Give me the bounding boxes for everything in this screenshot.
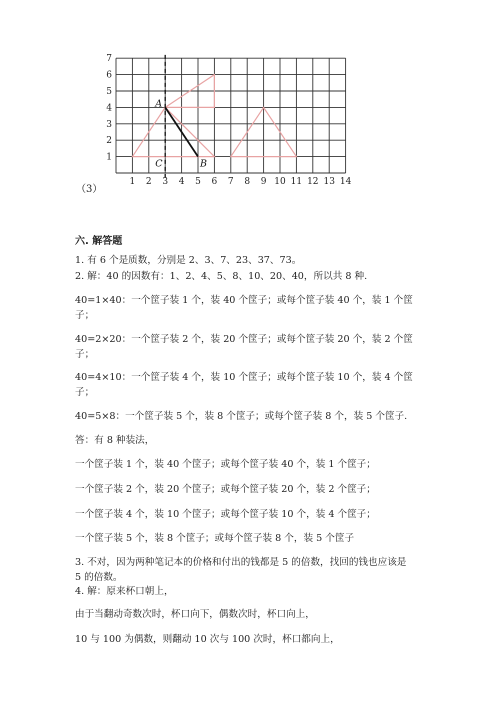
answer-line: 一个筐子装 1 个，装 40 个筐子；或每个筐子装 40 个，装 1 个筐子； xyxy=(75,459,376,470)
x-tick-label: 2 xyxy=(145,177,152,187)
x-tick-label: 9 xyxy=(260,177,267,187)
answer-line: 一个筐子装 4 个，装 10 个筐子；或每个筐子装 10 个，装 4 个筐子； xyxy=(75,509,376,520)
x-tick-label: 5 xyxy=(195,177,201,187)
x-tick-label: 8 xyxy=(244,177,251,187)
answer-line: 答：有 8 种装法， xyxy=(75,435,155,446)
y-tick-label: 4 xyxy=(106,103,112,114)
point-label-b: B xyxy=(200,158,207,170)
y-tick-label: 6 xyxy=(106,70,112,81)
point-label-a: A xyxy=(155,98,163,110)
answer-line: 由于当翻动奇数次时，杯口向下，偶数次时，杯口向上， xyxy=(75,609,315,620)
answer-line: 2. 解：40 的因数有：1、2、4、5、8、10、20、40，所以共 8 种. xyxy=(75,271,368,282)
answer-line: 一个筐子装 2 个，装 20 个筐子；或每个筐子装 20 个，装 2 个筐子； xyxy=(75,484,376,495)
x-tick-label: 14 xyxy=(339,177,352,187)
y-tick-label: 3 xyxy=(106,119,112,130)
figure-labels xyxy=(106,54,351,187)
x-tick-label: 10 xyxy=(274,177,286,187)
x-tick-label: 4 xyxy=(178,177,185,187)
x-tick-label: 1 xyxy=(129,177,136,187)
answer-line: 40=1×40：一个筐子装 1 个，装 40 个筐子；或每个筐子装 40 个，装 1 个筐 xyxy=(75,295,413,306)
answer-line: 3. 不对，因为两种笔记本的价格和付出的钱都是 5 的倍数，找回的钱也应该是 xyxy=(75,557,407,568)
x-tick-label: 11 xyxy=(290,177,303,187)
y-tick-label: 7 xyxy=(106,54,112,65)
x-tick-label: 3 xyxy=(162,177,169,187)
point-label-c: C xyxy=(155,158,163,170)
x-tick-label: 7 xyxy=(227,177,234,187)
figure-label: （3） xyxy=(76,184,103,195)
grid-figure xyxy=(74,54,374,212)
x-tick-label: 12 xyxy=(307,177,319,187)
x-tick-label: 6 xyxy=(211,177,218,187)
answer-line: 40=2×20：一个筐子装 2 个，装 20 个筐子；或每个筐子装 20 个，装 2 个筐 xyxy=(75,334,413,345)
answer-line: 子； xyxy=(75,349,95,360)
answer-line: 40=5×8：一个筐子装 5 个，装 8 个筐子；或每个筐子装 8 个，装 5 个筐子. xyxy=(75,411,408,422)
y-tick-label: 2 xyxy=(106,136,112,147)
answer-line: 子； xyxy=(75,387,95,398)
y-tick-label: 5 xyxy=(106,87,112,97)
answer-line: 40=4×10：一个筐子装 4 个，装 10 个筐子；或每个筐子装 10 个，装 4 个筐 xyxy=(75,372,413,383)
answer-line: 5 的倍数。 xyxy=(75,572,123,583)
left-triangle xyxy=(132,107,214,156)
section-title: 六. 解答题 xyxy=(75,236,123,247)
answer-line: 一个筐子装 5 个，装 8 个筐子；或每个筐子装 8 个，装 5 个筐子 xyxy=(75,533,355,544)
answer-line: 子； xyxy=(75,310,95,321)
x-tick-label: 13 xyxy=(323,177,335,187)
answer-line: 4. 解：原来杯口朝上， xyxy=(75,586,174,597)
y-tick-label: 1 xyxy=(106,152,112,163)
answer-line: 10 与 100 为偶数，则翻动 10 次与 100 次时，杯口都向上， xyxy=(75,634,340,645)
answer-line: 1. 有 6 个是质数，分别是 2、3、7、23、37、73。 xyxy=(75,255,302,266)
